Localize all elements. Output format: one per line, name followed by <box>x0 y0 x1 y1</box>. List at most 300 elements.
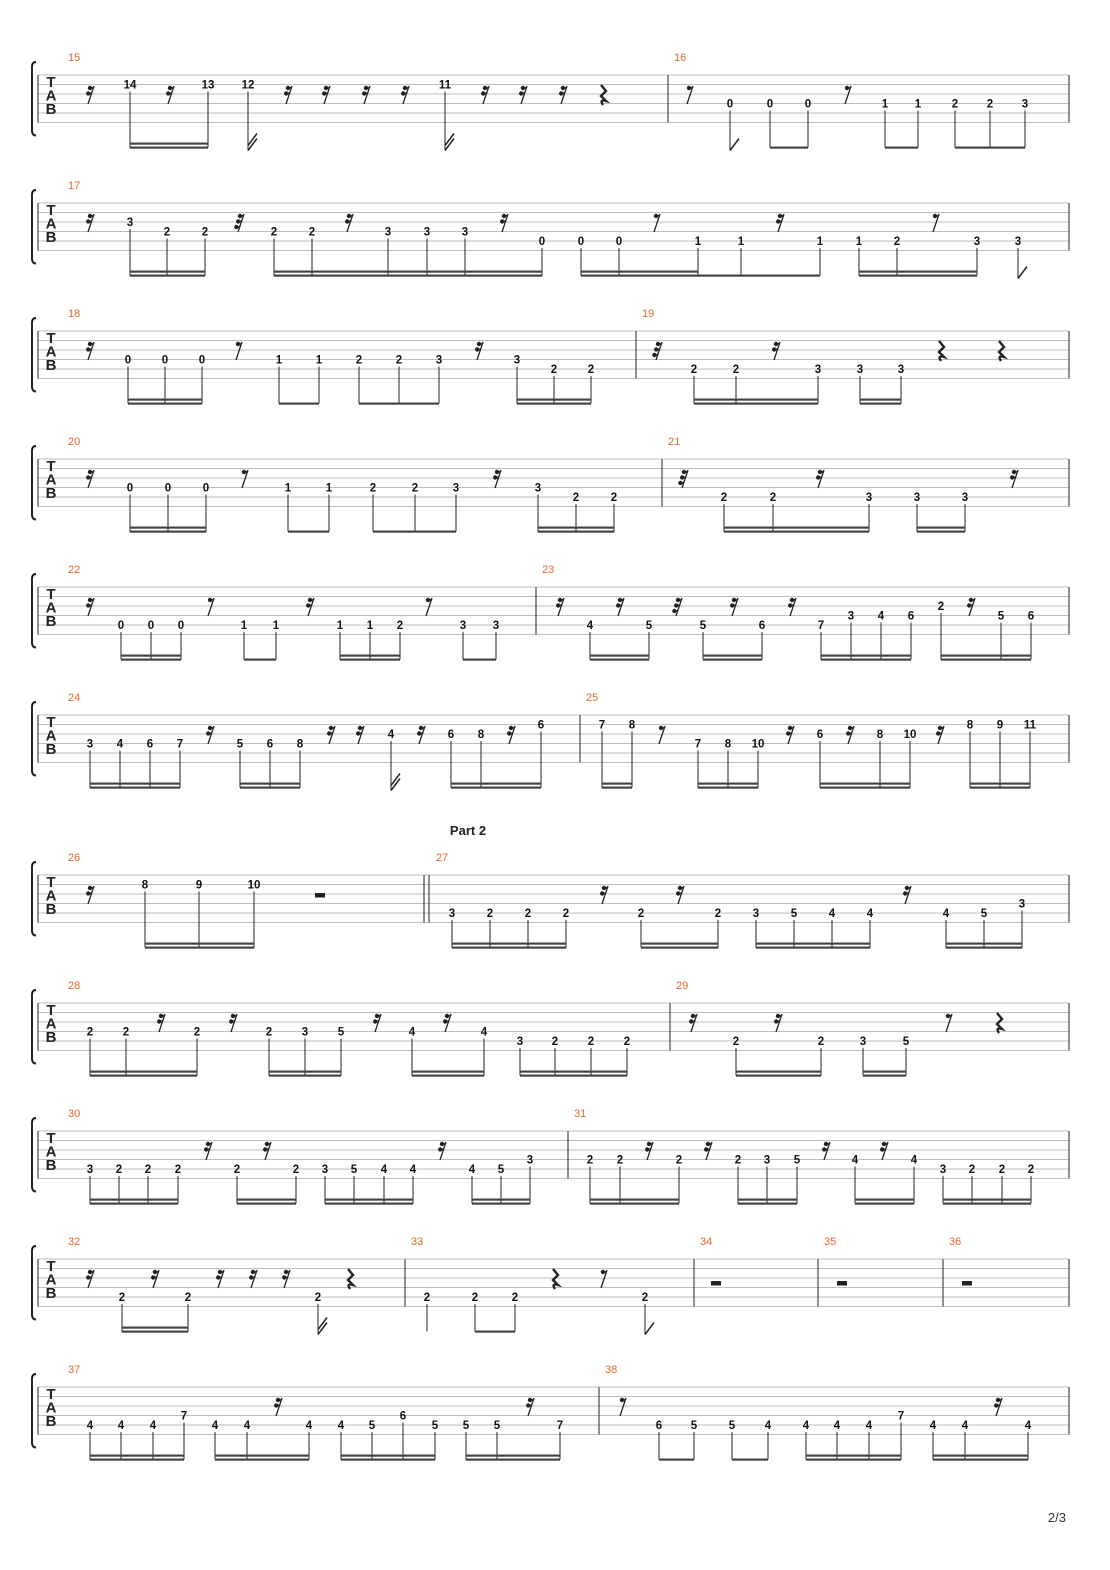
page-number: 2/3 <box>1047 1510 1066 1525</box>
measure-number: 17 <box>68 180 81 192</box>
tab-letter: A <box>45 215 57 233</box>
fret-number: 8 <box>477 729 485 741</box>
beam <box>451 783 541 785</box>
fret-number: 2 <box>714 908 722 920</box>
measure-23 <box>542 564 1069 661</box>
beam <box>581 271 698 273</box>
fret-number: 2 <box>732 1036 740 1048</box>
tab-letter: T <box>46 1002 56 1019</box>
beam <box>90 1455 184 1457</box>
measure-26 <box>68 852 429 949</box>
fret-number: 4 <box>409 1164 417 1176</box>
fret-number: 2 <box>369 482 377 495</box>
system-bracket <box>32 1118 36 1192</box>
fret-number: 5 <box>337 1026 345 1039</box>
beam <box>917 527 965 529</box>
tab-letter: B <box>45 1285 57 1302</box>
fret-number: 2 <box>817 1036 825 1048</box>
fret-number: 3 <box>897 364 905 376</box>
fret-number: 3 <box>461 226 469 239</box>
fret-number: 6 <box>146 738 154 751</box>
fret-number: 2 <box>587 364 595 376</box>
measure-number: 33 <box>411 1236 424 1248</box>
fret-number: 1 <box>284 482 292 495</box>
fret-number: 4 <box>480 1026 488 1039</box>
fret-number: 4 <box>865 1420 873 1432</box>
fret-number: 1 <box>325 482 333 495</box>
tab-system <box>32 564 1069 661</box>
fret-number: 0 <box>161 354 169 367</box>
measure-24 <box>68 692 580 791</box>
beam <box>520 1071 627 1073</box>
fret-number: 4 <box>380 1164 388 1176</box>
measure-number: 21 <box>668 436 681 448</box>
beam <box>863 1075 906 1077</box>
measure-15 <box>68 52 668 151</box>
fret-number: 3 <box>301 1026 309 1039</box>
beam <box>130 275 205 277</box>
fret-number: 0 <box>202 482 210 495</box>
fret-number: 8 <box>628 719 636 732</box>
beam <box>859 275 977 277</box>
tab-letter: A <box>45 599 57 617</box>
beam <box>741 275 820 277</box>
measure-number: 29 <box>676 980 689 992</box>
beam <box>698 787 758 789</box>
tab-letter: T <box>46 874 56 891</box>
fret-number: 1 <box>855 236 863 248</box>
tab-clef <box>46 330 57 374</box>
beam <box>288 531 329 533</box>
measure-number: 27 <box>436 852 449 864</box>
fret-number: 3 <box>939 1164 947 1176</box>
tab-letter: T <box>46 74 56 91</box>
fret-number: 7 <box>180 1410 188 1423</box>
fret-number: 1 <box>336 620 344 632</box>
fret-number: 13 <box>201 79 215 92</box>
tab-system <box>32 436 1069 533</box>
beam <box>412 1071 484 1073</box>
tab-system <box>32 1236 1069 1335</box>
fret-number: 2 <box>572 492 580 504</box>
fret-number: 12 <box>241 79 255 92</box>
beam <box>279 403 319 405</box>
beam <box>122 1331 188 1333</box>
tab-system <box>32 692 1069 791</box>
tab-letter: B <box>45 229 57 246</box>
beam <box>590 1203 679 1205</box>
beam <box>215 1459 309 1461</box>
fret-number: 0 <box>147 620 155 632</box>
beam <box>130 143 208 145</box>
fret-number: 3 <box>452 482 460 495</box>
quarter-rest <box>348 1269 353 1289</box>
tab-clef <box>46 74 57 118</box>
measure-31 <box>574 1108 1069 1205</box>
fret-number: 2 <box>122 1026 130 1039</box>
tab-system <box>32 823 1069 949</box>
note-flag <box>730 139 739 151</box>
fret-number: 2 <box>265 1026 273 1039</box>
fret-number: 4 <box>833 1420 841 1432</box>
fret-number: 6 <box>399 1410 407 1423</box>
beam <box>452 943 566 945</box>
fret-number: 2 <box>732 364 740 376</box>
measure-number: 35 <box>824 1236 837 1248</box>
beam <box>427 271 542 273</box>
beam <box>121 655 181 657</box>
fret-number: 3 <box>459 620 467 632</box>
fret-number: 3 <box>448 908 456 920</box>
fret-number: 0 <box>124 354 132 367</box>
fret-number: 3 <box>856 364 864 376</box>
fret-number: 5 <box>236 738 244 751</box>
beam <box>466 1455 560 1457</box>
quarter-rest <box>601 85 606 105</box>
system-bracket <box>32 862 36 936</box>
tab-clef <box>46 874 57 918</box>
fret-number: 0 <box>804 98 812 111</box>
beam <box>269 1075 341 1077</box>
beam <box>325 1199 413 1201</box>
tab-letter: B <box>45 485 57 502</box>
tab-letter: T <box>46 586 56 603</box>
fret-number: 3 <box>126 217 134 229</box>
beam <box>325 1203 413 1205</box>
fret-number: 5 <box>350 1164 358 1176</box>
fret-number: 3 <box>1018 898 1026 911</box>
fret-number: 8 <box>966 719 974 732</box>
fret-number: 6 <box>758 620 766 632</box>
beam <box>602 787 632 789</box>
tab-letter: T <box>46 1386 56 1403</box>
fret-number: 2 <box>641 1292 649 1304</box>
measure-30 <box>68 1108 568 1205</box>
beam <box>943 1199 1031 1201</box>
measure-number: 38 <box>605 1364 618 1376</box>
beam <box>703 659 762 661</box>
beam <box>590 659 649 661</box>
tab-clef <box>46 1002 57 1046</box>
beam <box>970 783 1030 785</box>
fret-number: 5 <box>902 1036 910 1048</box>
tab-clef <box>46 586 57 630</box>
beam <box>581 275 698 277</box>
section-label: Part 2 <box>449 823 487 838</box>
measure-number: 18 <box>68 308 81 320</box>
tab-letter: T <box>46 714 56 731</box>
tab-clef <box>46 1386 57 1430</box>
fret-number: 2 <box>115 1164 123 1176</box>
beam <box>121 659 181 661</box>
fret-number: 1 <box>275 354 283 367</box>
measure-33 <box>411 1236 694 1335</box>
fret-number: 2 <box>893 236 901 248</box>
measure-27 <box>436 852 1069 949</box>
fret-number: 1 <box>816 236 824 248</box>
measure-28 <box>68 980 670 1077</box>
tab-letter: B <box>45 1157 57 1174</box>
quarter-rest <box>553 1269 558 1289</box>
beam <box>820 787 910 789</box>
measure-21 <box>668 436 1069 533</box>
beam <box>698 783 758 785</box>
tab-letter: T <box>46 202 56 219</box>
tab-letter: A <box>45 87 57 105</box>
beam <box>970 787 1030 789</box>
fret-number: 2 <box>163 226 171 239</box>
fret-number: 2 <box>637 908 645 920</box>
fret-number: 2 <box>734 1154 742 1167</box>
measure-number: 30 <box>68 1108 81 1120</box>
system-bracket <box>32 1246 36 1320</box>
beam <box>590 1199 679 1201</box>
tab-letter: B <box>45 901 57 918</box>
measure-number: 24 <box>68 692 81 704</box>
fret-number: 4 <box>866 908 874 920</box>
fret-number: 2 <box>355 354 363 367</box>
measure-17 <box>68 180 1069 279</box>
fret-number: 3 <box>1014 236 1022 248</box>
fret-number: 10 <box>751 738 765 751</box>
measure-number: 32 <box>68 1236 81 1248</box>
fret-number: 6 <box>447 729 455 741</box>
fret-number: 1 <box>240 620 248 632</box>
fret-number: 8 <box>876 729 884 741</box>
fret-number: 2 <box>201 226 209 239</box>
beam <box>128 403 202 405</box>
fret-number: 3 <box>384 226 392 239</box>
beam <box>240 783 300 785</box>
tab-letter: T <box>46 458 56 475</box>
fret-number: 4 <box>764 1420 772 1432</box>
measure-34 <box>700 1236 818 1307</box>
fret-number: 2 <box>586 1154 594 1167</box>
beam <box>756 947 870 949</box>
fret-number: 4 <box>305 1420 313 1432</box>
fret-number: 4 <box>877 610 885 623</box>
fret-number: 6 <box>537 719 545 732</box>
fret-number: 3 <box>847 610 855 623</box>
fret-number: 1 <box>914 98 922 111</box>
measure-32 <box>68 1236 405 1335</box>
beam <box>703 655 762 657</box>
fret-number: 2 <box>193 1026 201 1039</box>
measure-16 <box>674 52 1069 151</box>
fret-number: 7 <box>598 719 606 732</box>
fret-number: 3 <box>513 354 521 367</box>
beam <box>538 531 614 533</box>
measure-number: 31 <box>574 1108 587 1120</box>
beam <box>237 1199 296 1201</box>
fret-number: 2 <box>587 1036 595 1048</box>
fret-number: 4 <box>1024 1420 1032 1432</box>
beam <box>520 1075 627 1077</box>
fret-number: 8 <box>296 738 304 751</box>
tab-letter: A <box>45 343 57 361</box>
fret-number: 2 <box>610 492 618 504</box>
measure-18 <box>68 308 636 405</box>
beam <box>340 659 400 661</box>
fret-number: 3 <box>492 620 500 632</box>
fret-number: 2 <box>308 226 316 239</box>
fret-number: 5 <box>497 1164 505 1176</box>
tab-letter: B <box>45 101 57 118</box>
fret-number: 6 <box>266 738 274 751</box>
fret-number: 11 <box>1023 719 1037 732</box>
fret-number: 7 <box>176 738 184 751</box>
fret-number: 2 <box>690 364 698 376</box>
fret-number: 2 <box>623 1036 631 1048</box>
beam <box>946 943 1022 945</box>
fret-number: 4 <box>828 908 836 920</box>
tab-letter: A <box>45 1399 57 1417</box>
fret-number: 5 <box>790 908 798 920</box>
beam <box>641 947 718 949</box>
fret-number: 1 <box>694 236 702 248</box>
fret-number: 4 <box>149 1420 157 1432</box>
beam <box>860 403 901 405</box>
tab-system <box>32 980 1069 1077</box>
fret-number: 2 <box>769 492 777 504</box>
fret-number: 1 <box>272 620 280 632</box>
fret-number: 0 <box>538 236 546 248</box>
beam <box>130 271 205 273</box>
fret-number: 2 <box>562 908 570 920</box>
tab-letter: B <box>45 1413 57 1430</box>
beam <box>145 943 254 945</box>
beam <box>738 1203 797 1205</box>
fret-number: 6 <box>816 729 824 741</box>
fret-number: 1 <box>366 620 374 632</box>
measure-38 <box>605 1364 1069 1461</box>
tab-letter: T <box>46 330 56 347</box>
beam <box>90 1199 178 1201</box>
fret-number: 0 <box>615 236 623 248</box>
system-bracket <box>32 1374 36 1448</box>
fret-number: 2 <box>411 482 419 495</box>
beam <box>538 527 614 529</box>
measure-35 <box>824 1236 943 1307</box>
measure-number: 26 <box>68 852 81 864</box>
fret-number: 4 <box>910 1154 918 1167</box>
fret-number: 2 <box>720 492 728 504</box>
quarter-rest <box>939 341 944 361</box>
measure-number: 15 <box>68 52 81 64</box>
fret-number: 3 <box>859 1036 867 1048</box>
fret-number: 0 <box>177 620 185 632</box>
fret-number: 3 <box>86 738 94 751</box>
measure-number: 28 <box>68 980 81 992</box>
fret-number: 14 <box>123 79 137 92</box>
beam <box>472 1199 530 1201</box>
tab-clef <box>46 202 57 246</box>
fret-number: 2 <box>951 98 959 111</box>
beam <box>463 659 496 661</box>
system-bracket <box>32 62 36 136</box>
tab-system <box>32 308 1069 405</box>
fret-number: 2 <box>471 1292 479 1304</box>
fret-number: 7 <box>817 620 825 632</box>
beam <box>341 1455 435 1457</box>
fret-number: 4 <box>86 1420 94 1432</box>
tab-clef <box>46 714 57 758</box>
quarter-rest <box>999 341 1004 361</box>
fret-number: 0 <box>577 236 585 248</box>
beam <box>237 1203 296 1205</box>
measure-number: 36 <box>949 1236 962 1248</box>
fret-number: 6 <box>907 610 915 623</box>
beam <box>274 275 427 277</box>
beam <box>736 1071 821 1073</box>
fret-number: 8 <box>724 738 732 751</box>
fret-number: 4 <box>961 1420 969 1432</box>
half-rest <box>315 893 325 898</box>
fret-number: 2 <box>174 1164 182 1176</box>
beam <box>269 1071 341 1073</box>
fret-number: 2 <box>486 908 494 920</box>
beam <box>860 399 901 401</box>
measure-number: 25 <box>586 692 599 704</box>
system-bracket <box>32 574 36 648</box>
fret-number: 7 <box>556 1420 564 1432</box>
whole-rest <box>711 1281 721 1286</box>
fret-number: 4 <box>211 1420 219 1432</box>
fret-number: 3 <box>752 908 760 920</box>
fret-number: 1 <box>881 98 889 111</box>
tab-clef <box>46 1258 57 1302</box>
fret-number: 0 <box>164 482 172 495</box>
beam <box>590 655 649 657</box>
fret-number: 2 <box>551 1036 559 1048</box>
fret-number: 3 <box>865 492 873 504</box>
beam <box>724 527 869 529</box>
beam <box>475 1331 515 1333</box>
fret-number: 1 <box>315 354 323 367</box>
fret-number: 2 <box>998 1164 1006 1176</box>
fret-number: 9 <box>996 719 1004 732</box>
beam <box>806 1459 901 1461</box>
beam <box>659 1459 694 1461</box>
measure-36 <box>949 1236 1069 1307</box>
measure-number: 34 <box>700 1236 713 1248</box>
fret-number: 0 <box>198 354 206 367</box>
fret-number: 3 <box>435 354 443 367</box>
beam <box>274 271 427 273</box>
system-bracket <box>32 190 36 264</box>
system-bracket <box>32 702 36 776</box>
fret-number: 1 <box>737 236 745 248</box>
fret-number: 4 <box>243 1420 251 1432</box>
beam <box>917 531 965 533</box>
fret-number: 2 <box>395 354 403 367</box>
beam <box>145 947 254 949</box>
beam <box>821 659 911 661</box>
fret-number: 4 <box>116 738 124 751</box>
tab-letter: A <box>45 1015 57 1033</box>
tab-letter: T <box>46 1130 56 1147</box>
fret-number: 2 <box>144 1164 152 1176</box>
fret-number: 4 <box>387 729 395 741</box>
fret-number: 0 <box>126 482 134 495</box>
fret-number: 2 <box>675 1154 683 1167</box>
beam <box>340 655 400 657</box>
fret-number: 2 <box>314 1292 322 1304</box>
fret-number: 2 <box>1027 1164 1035 1176</box>
fret-number: 7 <box>897 1410 905 1423</box>
tab-letter: A <box>45 887 57 905</box>
beam <box>859 271 977 273</box>
